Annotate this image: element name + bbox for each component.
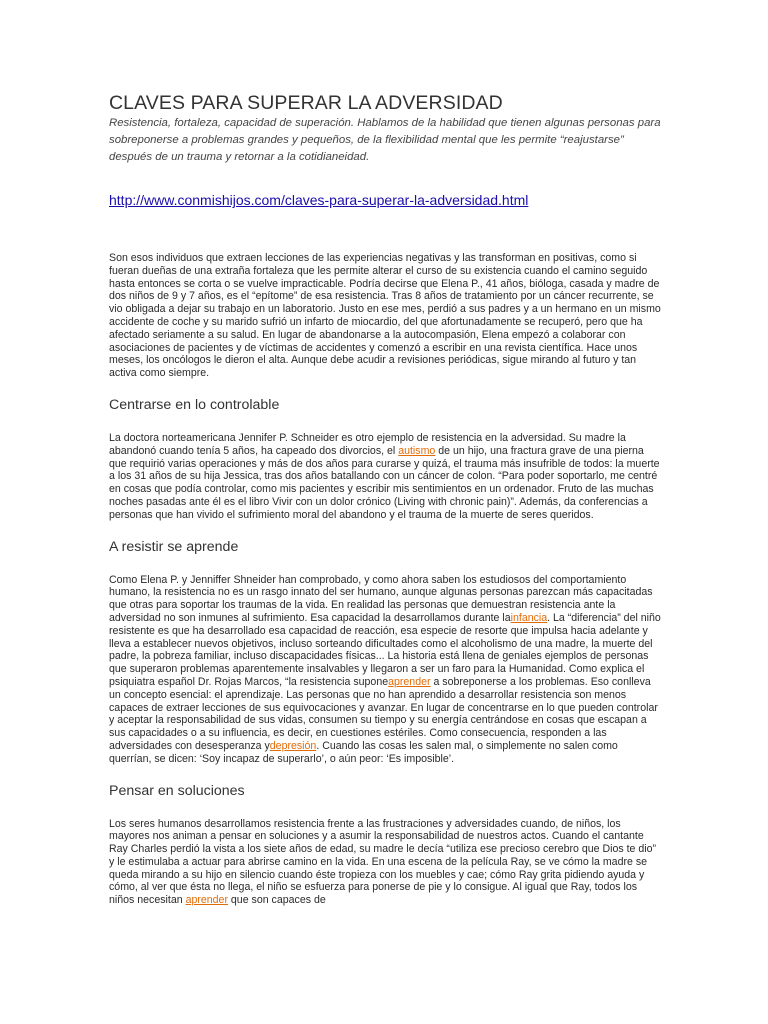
source-link[interactable]: http://www.conmishijos.com/claves-para-superar-la-adversidad.html	[109, 192, 529, 208]
article	[109, 92, 661, 907]
subtitle: Resistencia, fortaleza, capacidad de superación. Hablamos de la habilidad que tienen algunas personas para sobreponerse a problemas grandes y pequeños, de la flexibilidad mental que les permite “reajustarse” después de un trauma y retornar a la cotidianeidad.	[109, 117, 661, 163]
link-aprender[interactable]: aprender	[388, 675, 431, 688]
paragraph-text: que son capaces de	[227, 894, 326, 907]
section-heading-centrarse: Centrarse en lo controlable	[109, 396, 280, 413]
paragraph-text: Los seres humanos desarrollamos resistencia frente a las frustraciones y adversidades cuando, de niños, los mayores nos animan a pensar en soluciones y a asumir la responsabilidad de nuestros actos. Cuando el cantante Ray Charles perdió la vista a los siete años de edad, su madre le decía “utiliza ese precioso cerebro que Dios te dio” y le estimulaba a actuar para abrirse camino en la vida. En una escena de la película Ray, se ve cómo la madre se queda mirando a su hijo en silencio cuando éste tropieza con los muebles y cae; cómo Ray grita pidiendo ayuda y cómo, al ver que ésta no llega, el niño se esfuerza para ponerse de pie y lo consigue. Al igual que Ray, todos los niños necesitan	[109, 817, 657, 907]
paragraph-text: a sobreponerse a los problemas. Eso conlleva un concepto esencial: el aprendizaje. Las personas que no han aprendido a desarrollar resistencia son menos capaces de extraer lecciones de sus equivocaciones y avanzar. En lugar de concentrarse en lo que pueden controlar y aceptar la responsabilidad de sus vidas, consumen su tiempo y su energía centrándose en cosas que escapan a sus capacidades o a su influencia, es decir, en cuestiones estériles. Como consecuencia, responden a las adversidades con desesperanza y	[109, 675, 658, 752]
section-heading-resistir: A resistir se aprende	[109, 538, 239, 555]
page-title: CLAVES PARA SUPERAR LA ADVERSIDAD	[109, 92, 503, 114]
link-autismo[interactable]: autismo	[398, 444, 436, 457]
paragraph-intro: Son esos individuos que extraen lecciones de las experiencias negativas y las transforman en positivas, como si fueran dueñas de una extraña fortaleza que les permite alterar el curso de su existencia cuando el camino seguido hasta entonces se corta o se vuelve impracticable. Podría decirse que Elena P., 41 años, bióloga, casada y madre de dos niños de 9 y 7 años, es el “epítome” de esa resistencia. Tras 8 años de tratamiento por un cáncer recurrente, se vio obligada a dejar su trabajo en un laboratorio. Justo en ese mes, perdió a sus padres y a un hermano en un mismo accidente de coche y su marido sufrió un infarto de miocardio, del que afortunadamente se recuperó, pero que ha afectado seriamente a su salud. En lugar de abandonarse a la autocompasión, Elena empezó a colaborar con asociaciones de pacientes y de víctimas de accidentes y comenzó a escribir en una revista científica. Hace unos meses, los oncólogos le dieron el alta. Aunque debe acudir a revisiones periódicas, sigue mirando al futuro y tan activa como siempre.	[109, 252, 661, 380]
paragraph-text: . La “diferencia” del niño resistente es que ha desarrollado esa capacidad de reacción, esa especie de resorte que impulsa hacia adelante y lleva a establecer nuevos objetivos, incluso sorteando dificultades como el alcoholismo de una madre, la muerte del padre, la pobreza familiar, incluso discapacidades físicas... La historia está llena de geniales ejemplos de personas que superaron problemas aparentemente insalvables y llegaron a ser un faro para la Humanidad. Como explica el psiquiatra español Dr. Rojas Marcos, “la resistencia supone	[109, 611, 661, 688]
link-depresion[interactable]: depresión	[269, 739, 317, 752]
paragraph-centrarse	[109, 432, 661, 522]
link-infancia[interactable]: infancia	[510, 611, 548, 624]
link-aprender-2[interactable]: aprender	[185, 894, 228, 907]
paragraph-text: . Cuando las cosas les salen mal, o simplemente no salen como querrían, se dicen: ‘Soy incapaz de superarlo’, o aún peor: ‘Es imposible’.	[109, 739, 618, 765]
paragraph-text: Como Elena P. y Jenniffer Shneider han comprobado, y como ahora saben los estudiosos del comportamiento humano, la resistencia no es un rasgo innato del ser humano, aunque algunas personas parezcan más capacitadas que otras para soportar los traumas de la vida. En realidad las personas que demuestran resistencia ante la adversidad no son inmunes al sufrimiento. Esa capacidad la desarrollamos durante la	[109, 573, 653, 624]
paragraph-text: La doctora norteamericana Jennifer P. Schneider es otro ejemplo de resistencia en la adversidad. Su madre la abandonó cuando tenía 5 años, ha capeado dos divorcios, el	[109, 431, 626, 457]
paragraph-pensar	[109, 818, 661, 908]
section-heading-pensar: Pensar en soluciones	[109, 782, 245, 799]
paragraph-text: de un hijo, una fractura grave de una pierna que requirió varias operaciones y más de dos años para curarse y quizá, el trauma más insufrible de todos: la muerte a los 31 años de su hija Jessica, tras dos años batallando con un cáncer de colon. “Para poder soportarlo, me centré en cosas que podía controlar, como mis pacientes y escribir mis sentimientos en un ordenador. Fruto de las muchas noches pasadas ante él es el libro Vivir con un dolor crónico (Living with chronic pain)”. Además, da conferencias a personas que han vivido el sufrimiento moral del abandono y el trauma de la muerte de seres queridos.	[109, 444, 660, 521]
paragraph-resistir	[109, 574, 661, 766]
